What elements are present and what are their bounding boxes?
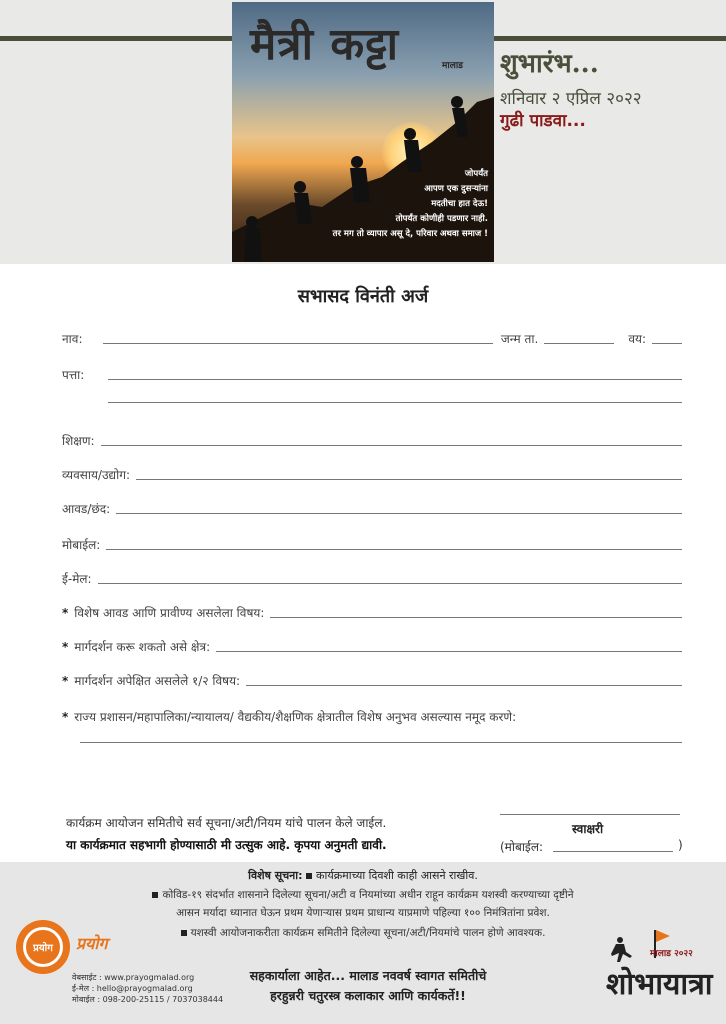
- dob-field[interactable]: [544, 343, 614, 344]
- quote-line: आपण एक दुसऱ्यांना: [424, 184, 488, 194]
- age-label: वय:: [628, 332, 646, 346]
- bullet-icon: [152, 892, 158, 898]
- shobhayatra-word: शोभायात्रा: [606, 967, 713, 1002]
- required-star: *: [62, 606, 69, 620]
- notice-item-2a: कोविड-१९ संदर्भात शासनाने दिलेल्या सूचना/अटी व नियमांच्या अधीन राहून कार्यक्रम यशस्वी करण्याच्या दृष्टीने: [162, 889, 574, 901]
- declaration-line2: या कार्यक्रमात सहभागी होण्यासाठी मी उत्सुक आहे. कृपया अनुमती द्यावी.: [66, 838, 387, 852]
- prayog-emblem-logo: [16, 920, 70, 974]
- mobile-row: [62, 536, 682, 553]
- mobile-label: मोबाईल:: [62, 538, 101, 552]
- flag-icon: [656, 930, 670, 942]
- mobile-field[interactable]: [106, 549, 682, 550]
- signature-field[interactable]: [500, 814, 680, 815]
- bottom-message: [218, 966, 518, 1006]
- occupation-field[interactable]: [136, 479, 682, 480]
- notice-heading: [0, 868, 726, 883]
- notice-item-3: यशस्वी आयोजनाकरीता कार्यक्रम समितीने दिलेल्या सूचना/अटी/नियमांचे पालन होणे आवश्यक.: [190, 927, 546, 939]
- guidance-needed-field[interactable]: [246, 685, 682, 686]
- guide-field-label: मार्गदर्शन करू शकतो असे क्षेत्र:: [74, 640, 211, 654]
- launch-heading: शुभारंभ...: [500, 49, 599, 79]
- education-field[interactable]: [101, 445, 682, 446]
- hobby-label: आवड/छंद:: [62, 502, 111, 516]
- required-star: *: [62, 710, 69, 724]
- quote-line: तोपर्यंत कोणीही पडणार नाही.: [395, 214, 488, 224]
- occupation-label: व्यवसाय/उद्योग:: [62, 468, 131, 482]
- dob-label: जन्म ता.: [500, 332, 539, 346]
- form-title: सभासद विनंती अर्ज: [297, 286, 429, 307]
- signature-mobile-field[interactable]: [553, 851, 673, 852]
- signature-mobile-label: (मोबाईल:: [500, 840, 543, 854]
- email-row: [62, 570, 682, 587]
- special-interest-label-wrap: [62, 604, 270, 621]
- declaration-line1: कार्यक्रम आयोजन समितीचे सर्व सूचना/अटी/नियम यांचे पालन केले जाईल.: [66, 816, 387, 830]
- quote-line: तर मग तो व्यापार असू दे, परिवार अथवा समाज !: [332, 229, 488, 239]
- close-paren: ): [678, 838, 683, 852]
- guidance-needed-label: मार्गदर्शन अपेक्षित असलेले १/२ विषय:: [74, 674, 241, 688]
- notice-item-1: कार्यक्रमाच्या दिवशी काही आसने राखीव.: [316, 869, 478, 882]
- name-field[interactable]: [103, 343, 493, 344]
- experience-field[interactable]: [80, 742, 682, 743]
- poster-title-small: मालाड: [442, 61, 463, 71]
- quote-line: जोपर्यंत: [464, 169, 488, 179]
- poster-title: मैत्री कट्टा: [250, 19, 400, 70]
- bullet-icon: [306, 873, 312, 879]
- runner-icon: [606, 936, 634, 964]
- address-row: [62, 366, 682, 383]
- shobhayatra-small: मालाड २०२२: [650, 949, 693, 959]
- event-occasion: गुढी पाडवा...: [500, 111, 586, 131]
- notice-title: विशेष सूचना:: [248, 869, 303, 882]
- shobhayatra-logo: [598, 930, 718, 1014]
- age-field[interactable]: [652, 343, 682, 344]
- contact-website: वेबसाईट : www.prayogmalad.org: [72, 973, 195, 982]
- signature-label: स्वाक्षरी: [572, 822, 604, 836]
- contact-phone: मोबाईल : 098-200-25115 / 7037038444: [72, 995, 224, 1004]
- special-interest-row: [62, 604, 682, 621]
- address-field-line2[interactable]: [108, 402, 682, 403]
- prayog-wordmark-logo: प्रयोग: [76, 934, 108, 953]
- name-row: [62, 330, 682, 347]
- quote-line: मदतीचा हात देऊ!: [431, 199, 488, 209]
- address-label: पत्ता:: [62, 368, 85, 382]
- event-date: शनिवार २ एप्रिल २०२२: [500, 89, 642, 109]
- guidance-needed-label-wrap: [62, 672, 246, 689]
- prayog-emblem-text: प्रयोग: [23, 927, 63, 967]
- hobby-row: [62, 500, 682, 517]
- required-star: *: [62, 674, 69, 688]
- guide-field-row: [62, 638, 682, 655]
- name-label: नाव:: [62, 332, 83, 346]
- hobby-field[interactable]: [116, 513, 682, 514]
- notice-item-2b: आसन मर्यादा ध्यानात घेऊन प्रथम येणाऱ्यास प्रथम प्राधान्य याप्रमाणे पहिल्या १०० निमंत्रितांना प्रवेश.: [176, 907, 550, 919]
- address-field[interactable]: [108, 379, 682, 380]
- guide-field-label-wrap: [62, 638, 216, 655]
- poster-image: [232, 2, 494, 262]
- education-label: शिक्षण:: [62, 434, 95, 448]
- email-field[interactable]: [98, 583, 682, 584]
- guidance-needed-row: [62, 672, 682, 689]
- contact-email: ई-मेल : hello@prayogmalad.org: [72, 984, 193, 993]
- required-star: *: [62, 640, 69, 654]
- occupation-row: [62, 466, 682, 483]
- education-row: [62, 432, 682, 449]
- special-interest-field[interactable]: [270, 617, 682, 618]
- guide-field-field[interactable]: [216, 651, 682, 652]
- experience-label-wrap: [62, 708, 522, 725]
- bullet-icon: [181, 930, 187, 936]
- experience-label: राज्य प्रशासन/महापालिका/न्यायालय/ वैद्यकीय/शैक्षणिक क्षेत्रातील विशेष अनुभव असल्यास नमूद करणे:: [74, 710, 517, 724]
- special-interest-label: विशेष आवड आणि प्रावीण्य असलेला विषय:: [74, 606, 265, 620]
- contact-block: [72, 972, 223, 1005]
- notice-item-2a-wrap: [20, 888, 706, 902]
- email-label: ई-मेल:: [62, 572, 92, 586]
- poster-quote: [308, 167, 488, 242]
- bottom-message-line2: हरहुन्नरी चतुरस्त्र कलाकार आणि कार्यकर्ते!!: [270, 988, 466, 1003]
- experience-row: [62, 708, 682, 725]
- bottom-message-line1: सहकार्याला आहेत... मालाड नववर्ष स्वागत समितीचे: [249, 968, 487, 983]
